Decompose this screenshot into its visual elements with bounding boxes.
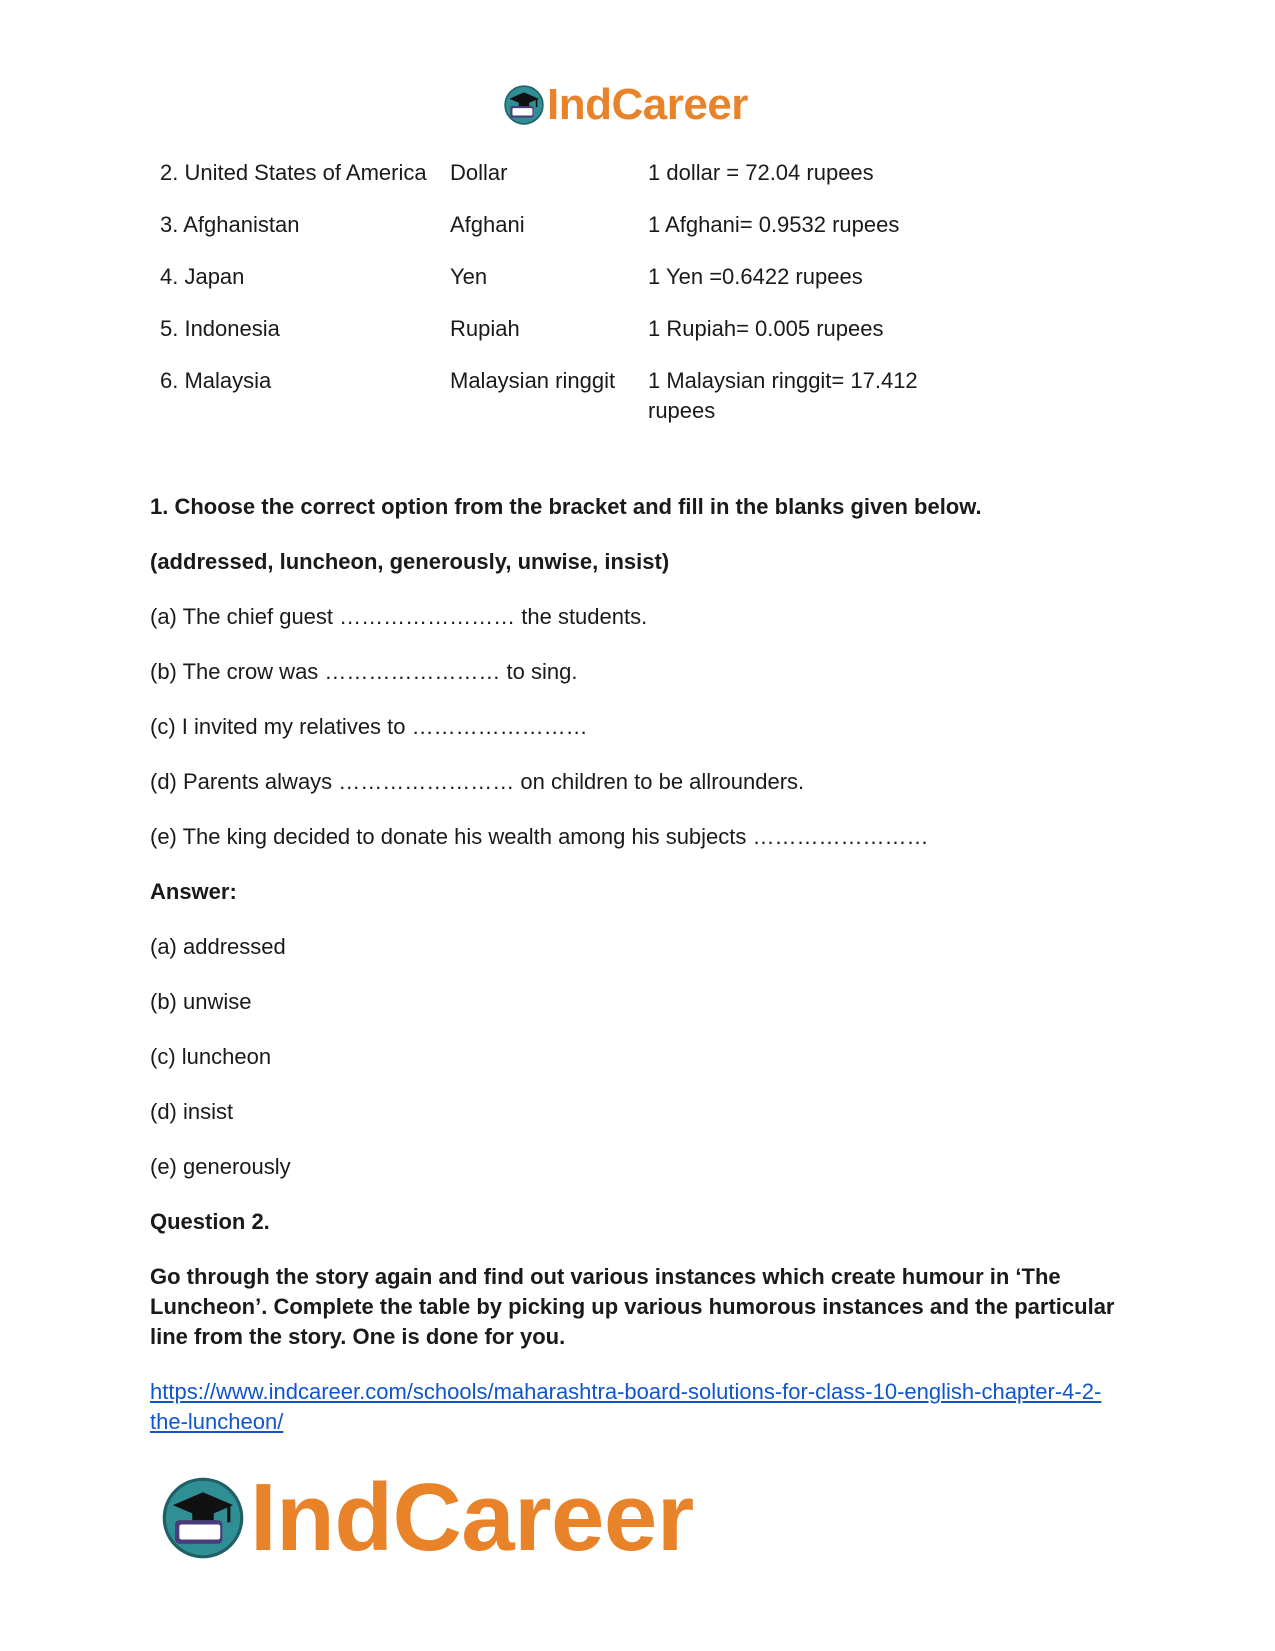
table-row xyxy=(152,158,948,210)
rate-cell: 1 Afghani= 0.9532 rupees xyxy=(648,212,900,237)
fill-blank-item: (e) The king decided to donate his wealth among his subjects …………………… xyxy=(150,824,929,849)
rate-cell: 1 dollar = 72.04 rupees xyxy=(648,160,874,185)
answer-item: (b) unwise xyxy=(150,989,252,1014)
answer-item: (c) luncheon xyxy=(150,1044,272,1069)
fill-blank-item: (c) I invited my relatives to …………………… xyxy=(150,714,588,739)
footer-link-block xyxy=(150,1377,1130,1437)
document-body xyxy=(150,492,1130,1462)
graduation-cap-book-icon xyxy=(160,1475,246,1561)
question-1-heading: 1. Choose the correct option from the bracket and fill in the blanks given below. xyxy=(150,494,982,519)
answer-item: (d) insist xyxy=(150,1099,234,1124)
currency-cell: Yen xyxy=(450,264,488,289)
fill-blank-item: (a) The chief guest …………………… the students. xyxy=(150,604,648,629)
currency-table xyxy=(152,158,948,448)
rate-cell: 1 Malaysian ringgit= 17.412 rupees xyxy=(648,368,918,423)
country-cell: 6. Malaysia xyxy=(160,368,272,393)
rate-cell: 1 Yen =0.6422 rupees xyxy=(648,264,863,289)
question-1-options: (addressed, luncheon, generously, unwise, insist) xyxy=(150,549,670,574)
fill-blank-item: (b) The crow was …………………… to sing. xyxy=(150,659,578,684)
table-row xyxy=(152,210,948,262)
brand-name: IndCareer xyxy=(547,80,748,129)
table-row xyxy=(152,366,948,448)
footer-logo xyxy=(160,1463,694,1571)
country-cell: 3. Afghanistan xyxy=(160,212,300,237)
country-cell: 2. United States of America xyxy=(160,160,427,185)
rate-cell: 1 Rupiah= 0.005 rupees xyxy=(648,316,884,341)
country-cell: 5. Indonesia xyxy=(160,316,280,341)
question-2-text: Go through the story again and find out various instances which create humour in ‘The Luncheon’. Complete the table by picking up various humorous instances and the particular line from the story. One is done for you. xyxy=(150,1264,1115,1349)
currency-cell: Malaysian ringgit xyxy=(450,368,616,393)
table-row xyxy=(152,314,948,366)
answer-item: (a) addressed xyxy=(150,934,286,959)
currency-cell: Rupiah xyxy=(450,316,520,341)
answer-item: (e) generously xyxy=(150,1154,291,1179)
currency-cell: Dollar xyxy=(450,160,508,185)
fill-blank-item: (d) Parents always …………………… on children to be allrounders. xyxy=(150,769,805,794)
brand-name: IndCareer xyxy=(250,1463,694,1571)
answer-label: Answer: xyxy=(150,879,237,904)
country-cell: 4. Japan xyxy=(160,264,245,289)
graduation-cap-book-icon xyxy=(503,84,545,126)
header-logo xyxy=(503,80,748,130)
question-2-label: Question 2. xyxy=(150,1209,270,1234)
currency-cell: Afghani xyxy=(450,212,525,237)
footer-url-link[interactable]: https://www.indcareer.com/schools/maharashtra-board-solutions-for-class-10-english-chapter-4-2-the-luncheon/ xyxy=(150,1379,1102,1434)
table-row xyxy=(152,262,948,314)
